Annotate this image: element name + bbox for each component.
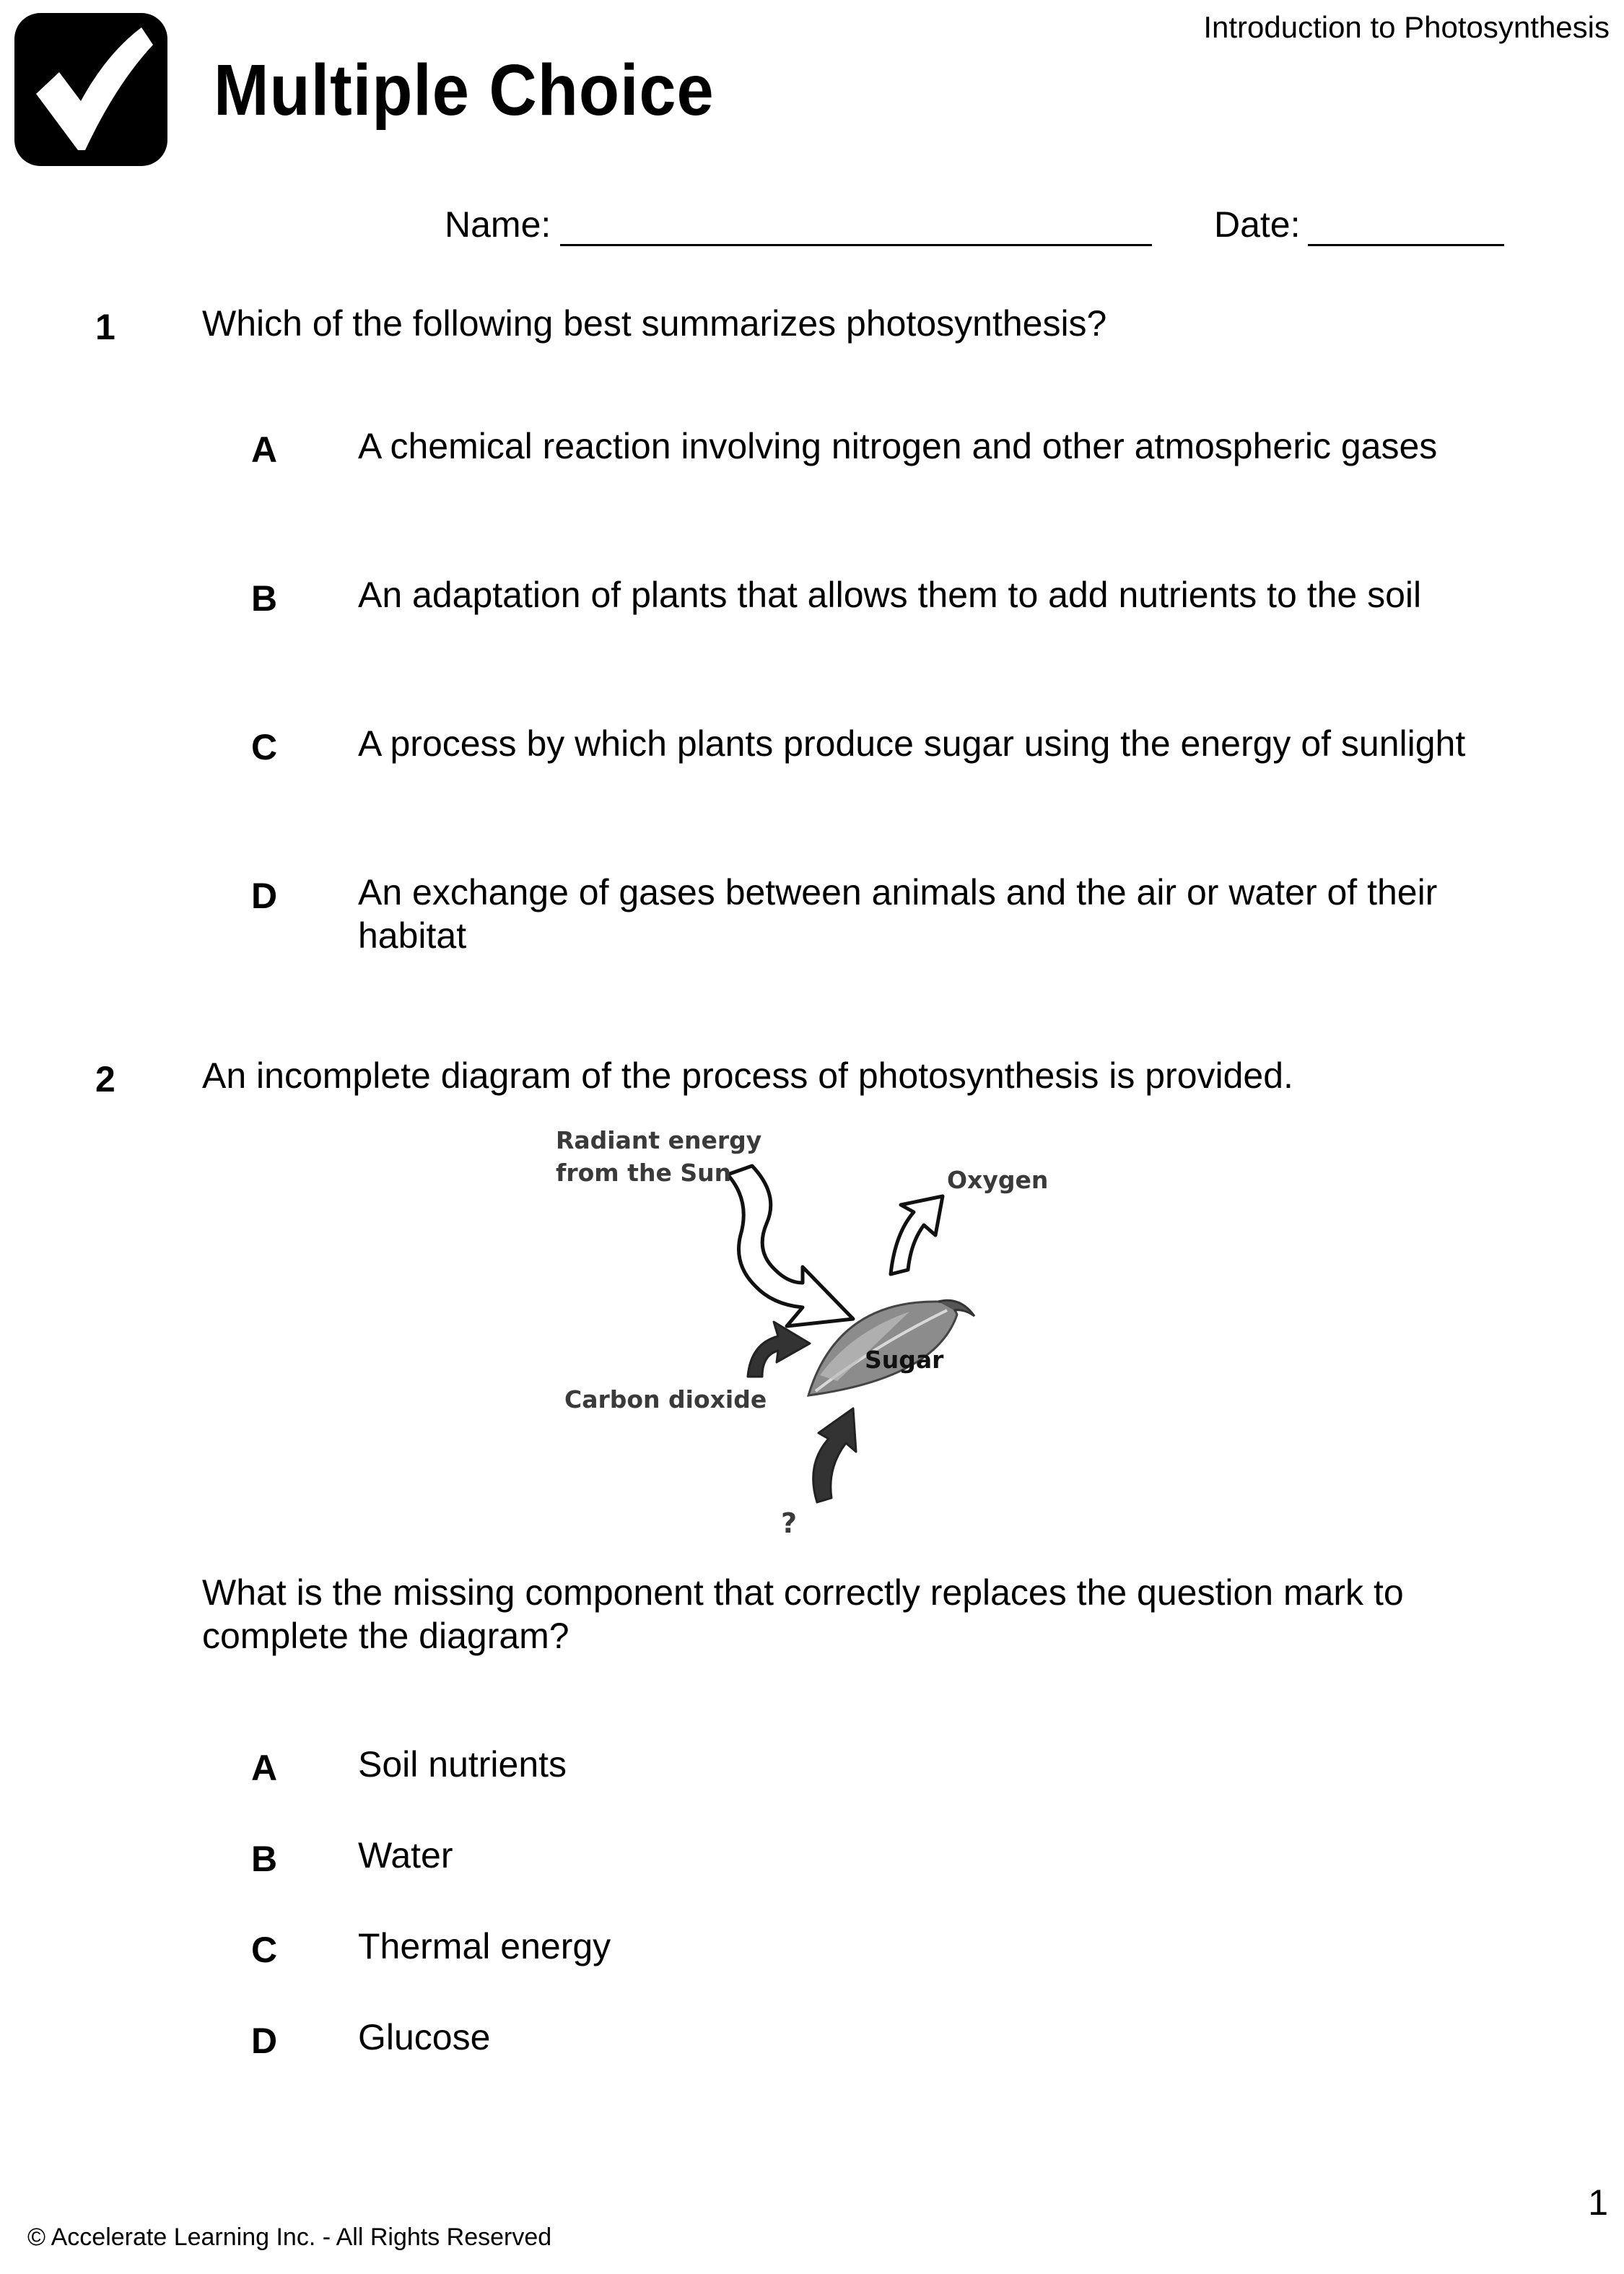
q1-option-d-text[interactable]: An exchange of gases between animals and the air or water of their habitat xyxy=(358,872,1438,956)
q2-option-d-letter[interactable]: D xyxy=(251,2021,278,2061)
question-1-number: 1 xyxy=(95,307,115,347)
logo-checkmark-icon xyxy=(14,13,167,166)
oxygen-label: Oxygen xyxy=(947,1166,1049,1194)
copyright-footer: © Accelerate Learning Inc. - All Rights Reserved xyxy=(27,2223,552,2251)
q1-option-a-text[interactable]: A chemical reaction involving nitrogen and other atmospheric gases xyxy=(358,426,1438,466)
radiant-energy-label-line2: from the Sun xyxy=(556,1159,732,1187)
q1-option-c-letter[interactable]: C xyxy=(251,727,278,767)
q2-option-b-text[interactable]: Water xyxy=(358,1835,453,1876)
sugar-label: Sugar xyxy=(865,1346,944,1374)
document-topic: Introduction to Photosynthesis xyxy=(1203,10,1610,44)
unknown-input-arrow xyxy=(813,1408,856,1502)
name-field[interactable] xyxy=(560,209,1152,246)
q2-option-c-letter[interactable]: C xyxy=(251,1930,278,1970)
q1-option-c-text[interactable]: A process by which plants produce sugar using the energy of sunlight xyxy=(358,723,1466,764)
q1-option-b-letter[interactable]: B xyxy=(251,578,278,619)
question-2-text: An incomplete diagram of the process of photosynthesis is provided. xyxy=(202,1055,1293,1096)
date-field[interactable] xyxy=(1308,209,1504,246)
radiant-energy-label-line1: Radiant energy xyxy=(556,1126,762,1154)
question-2-number: 2 xyxy=(95,1059,115,1099)
q1-option-b-text[interactable]: An adaptation of plants that allows them to add nutrients to the soil xyxy=(358,575,1422,615)
unknown-component-label: ? xyxy=(781,1507,798,1539)
question-2-followup: What is the missing component that correctly replaces the question mark to complete the diagram? xyxy=(202,1572,1404,1656)
page-title: Multiple Choice xyxy=(214,50,715,131)
carbon-dioxide-label: Carbon dioxide xyxy=(564,1385,767,1413)
q1-option-d-letter[interactable]: D xyxy=(251,876,278,916)
photosynthesis-diagram xyxy=(534,1115,1083,1548)
checkmark-icon xyxy=(14,13,167,166)
carbon-dioxide-arrow xyxy=(748,1322,810,1377)
page-number: 1 xyxy=(1588,2182,1608,2223)
question-1-text: Which of the following best summarizes photosynthesis? xyxy=(202,303,1107,344)
q2-option-c-text[interactable]: Thermal energy xyxy=(358,1926,611,1966)
q2-option-a-text[interactable]: Soil nutrients xyxy=(358,1744,567,1785)
q2-option-d-text[interactable]: Glucose xyxy=(358,2017,491,2057)
q2-option-a-letter[interactable]: A xyxy=(251,1748,278,1788)
q1-option-a-letter[interactable]: A xyxy=(251,430,278,470)
oxygen-arrow xyxy=(891,1196,943,1274)
radiant-energy-arrow xyxy=(728,1166,853,1326)
date-label: Date: xyxy=(1214,204,1301,245)
name-label: Name: xyxy=(445,204,551,245)
q2-option-b-letter[interactable]: B xyxy=(251,1839,278,1879)
